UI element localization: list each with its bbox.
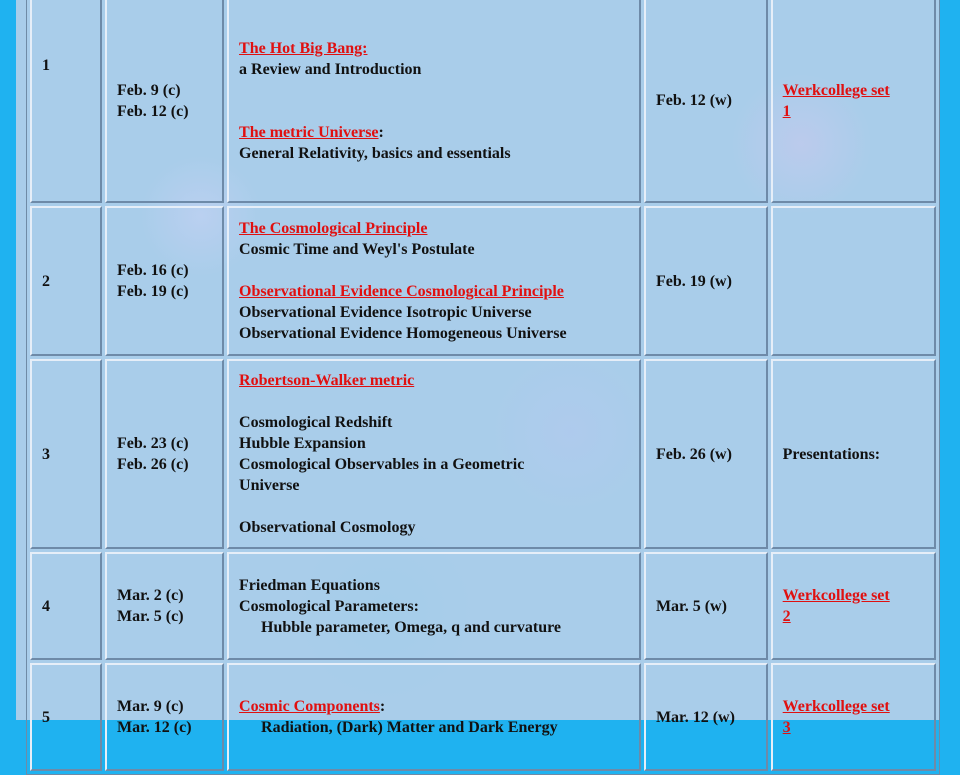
werkcollege-set-3-link[interactable] <box>783 696 924 738</box>
topic-text: General Relativity, basics and essentials <box>239 144 511 162</box>
dates-cell <box>105 552 224 660</box>
topic-cell <box>227 552 641 660</box>
topic-text: Cosmic Time and Weyl's Postulate <box>239 241 475 258</box>
topic-text: Observational Evidence Homogeneous Universe <box>239 325 567 342</box>
week-number: 1 <box>42 57 50 74</box>
exercise-cell <box>644 359 768 549</box>
exercise-cell <box>644 0 768 203</box>
exercise-cell <box>644 206 768 356</box>
topic-cell <box>227 359 641 549</box>
exercise-cell <box>644 552 768 660</box>
table-row <box>30 206 936 356</box>
table-row <box>30 0 936 203</box>
slide-page <box>16 0 940 736</box>
table-row <box>30 552 936 660</box>
werkcollege-set-2-link[interactable] <box>783 585 924 627</box>
dates-cell <box>105 206 224 356</box>
werkcollege-set-1-link[interactable] <box>783 80 924 122</box>
week-cell <box>30 663 102 771</box>
topic-text: a Review and Introduction <box>239 60 422 78</box>
week-cell <box>30 359 102 549</box>
topic-text: Cosmological Observables in a Geometric <box>239 456 525 473</box>
topic-text: Hubble parameter, Omega, q and curvature <box>261 618 562 636</box>
werkcollege-link-label: Werkcollege set <box>782 587 890 604</box>
topic-cell <box>227 0 641 203</box>
topic-text: Radiation, (Dark) Matter and Dark Energy <box>261 719 558 736</box>
dates-cell <box>105 663 224 771</box>
topic-suffix: : <box>379 698 386 715</box>
lecture-date: Mar. 9 (c) <box>117 698 184 715</box>
lecture-date: Mar. 5 (c) <box>117 608 184 625</box>
robertson-walker-link[interactable]: Robertson-Walker metric <box>239 372 415 389</box>
werkcollege-cell <box>771 0 936 203</box>
schedule-table <box>26 0 940 775</box>
werkcollege-link-number: 2 <box>782 608 791 625</box>
topic-cell <box>227 206 641 356</box>
exercise-date: Feb. 19 (w) <box>655 272 732 290</box>
werkcollege-cell <box>771 663 936 771</box>
metric-universe-link[interactable]: The metric Universe <box>239 123 379 141</box>
lecture-date: Feb. 26 (c) <box>117 456 189 473</box>
werkcollege-link-label: Werkcollege set <box>782 81 890 99</box>
week-number: 5 <box>42 708 50 726</box>
lecture-date: Feb. 23 (c) <box>117 435 189 452</box>
werkcollege-link-label: Werkcollege set <box>782 698 890 715</box>
topic-suffix: : <box>378 123 384 141</box>
exercise-date: Feb. 12 (w) <box>655 92 732 109</box>
hot-big-bang-link[interactable]: The Hot Big Bang: <box>239 39 368 57</box>
exercise-date: Mar. 5 (w) <box>655 597 727 615</box>
week-number: 3 <box>42 445 50 463</box>
topic-text: Universe <box>239 477 300 494</box>
cosmic-components-link[interactable]: Cosmic Components <box>239 698 380 715</box>
week-cell <box>30 552 102 660</box>
dates-cell <box>105 0 224 203</box>
topic-text: Observational Cosmology <box>239 519 416 536</box>
lecture-date: Mar. 12 (c) <box>117 719 192 736</box>
topic-text: Cosmological Parameters: <box>239 597 419 615</box>
lecture-date: Feb. 12 (c) <box>117 102 189 120</box>
exercise-date: Feb. 26 (w) <box>655 445 732 463</box>
werkcollege-link-number: 3 <box>782 719 791 736</box>
topic-text: Friedman Equations <box>239 576 380 594</box>
week-cell <box>30 206 102 356</box>
presentations-label: Presentations: <box>782 445 881 463</box>
table-row <box>30 359 936 549</box>
week-number: 2 <box>42 272 50 290</box>
werkcollege-cell <box>771 359 936 549</box>
topic-text: Observational Evidence Isotropic Universe <box>239 304 532 321</box>
exercise-date: Mar. 12 (w) <box>655 708 735 726</box>
week-number: 4 <box>42 597 50 615</box>
lecture-date: Feb. 9 (c) <box>117 81 181 99</box>
topic-text: Cosmological Redshift <box>239 414 393 431</box>
topic-text: Hubble Expansion <box>239 435 366 452</box>
lecture-date: Feb. 16 (c) <box>117 262 189 279</box>
exercise-cell <box>644 663 768 771</box>
observational-evidence-link[interactable]: Observational Evidence Cosmological Principle <box>239 283 564 300</box>
werkcollege-link-number: 1 <box>782 102 791 120</box>
cosmological-principle-link[interactable]: The Cosmological Principle <box>239 220 428 237</box>
lecture-date: Feb. 19 (c) <box>117 283 189 300</box>
dates-cell <box>105 359 224 549</box>
lecture-date: Mar. 2 (c) <box>117 587 184 604</box>
werkcollege-cell <box>771 552 936 660</box>
table-row <box>30 663 936 771</box>
topic-cell <box>227 663 641 771</box>
werkcollege-cell <box>771 206 936 356</box>
week-cell <box>30 0 102 203</box>
